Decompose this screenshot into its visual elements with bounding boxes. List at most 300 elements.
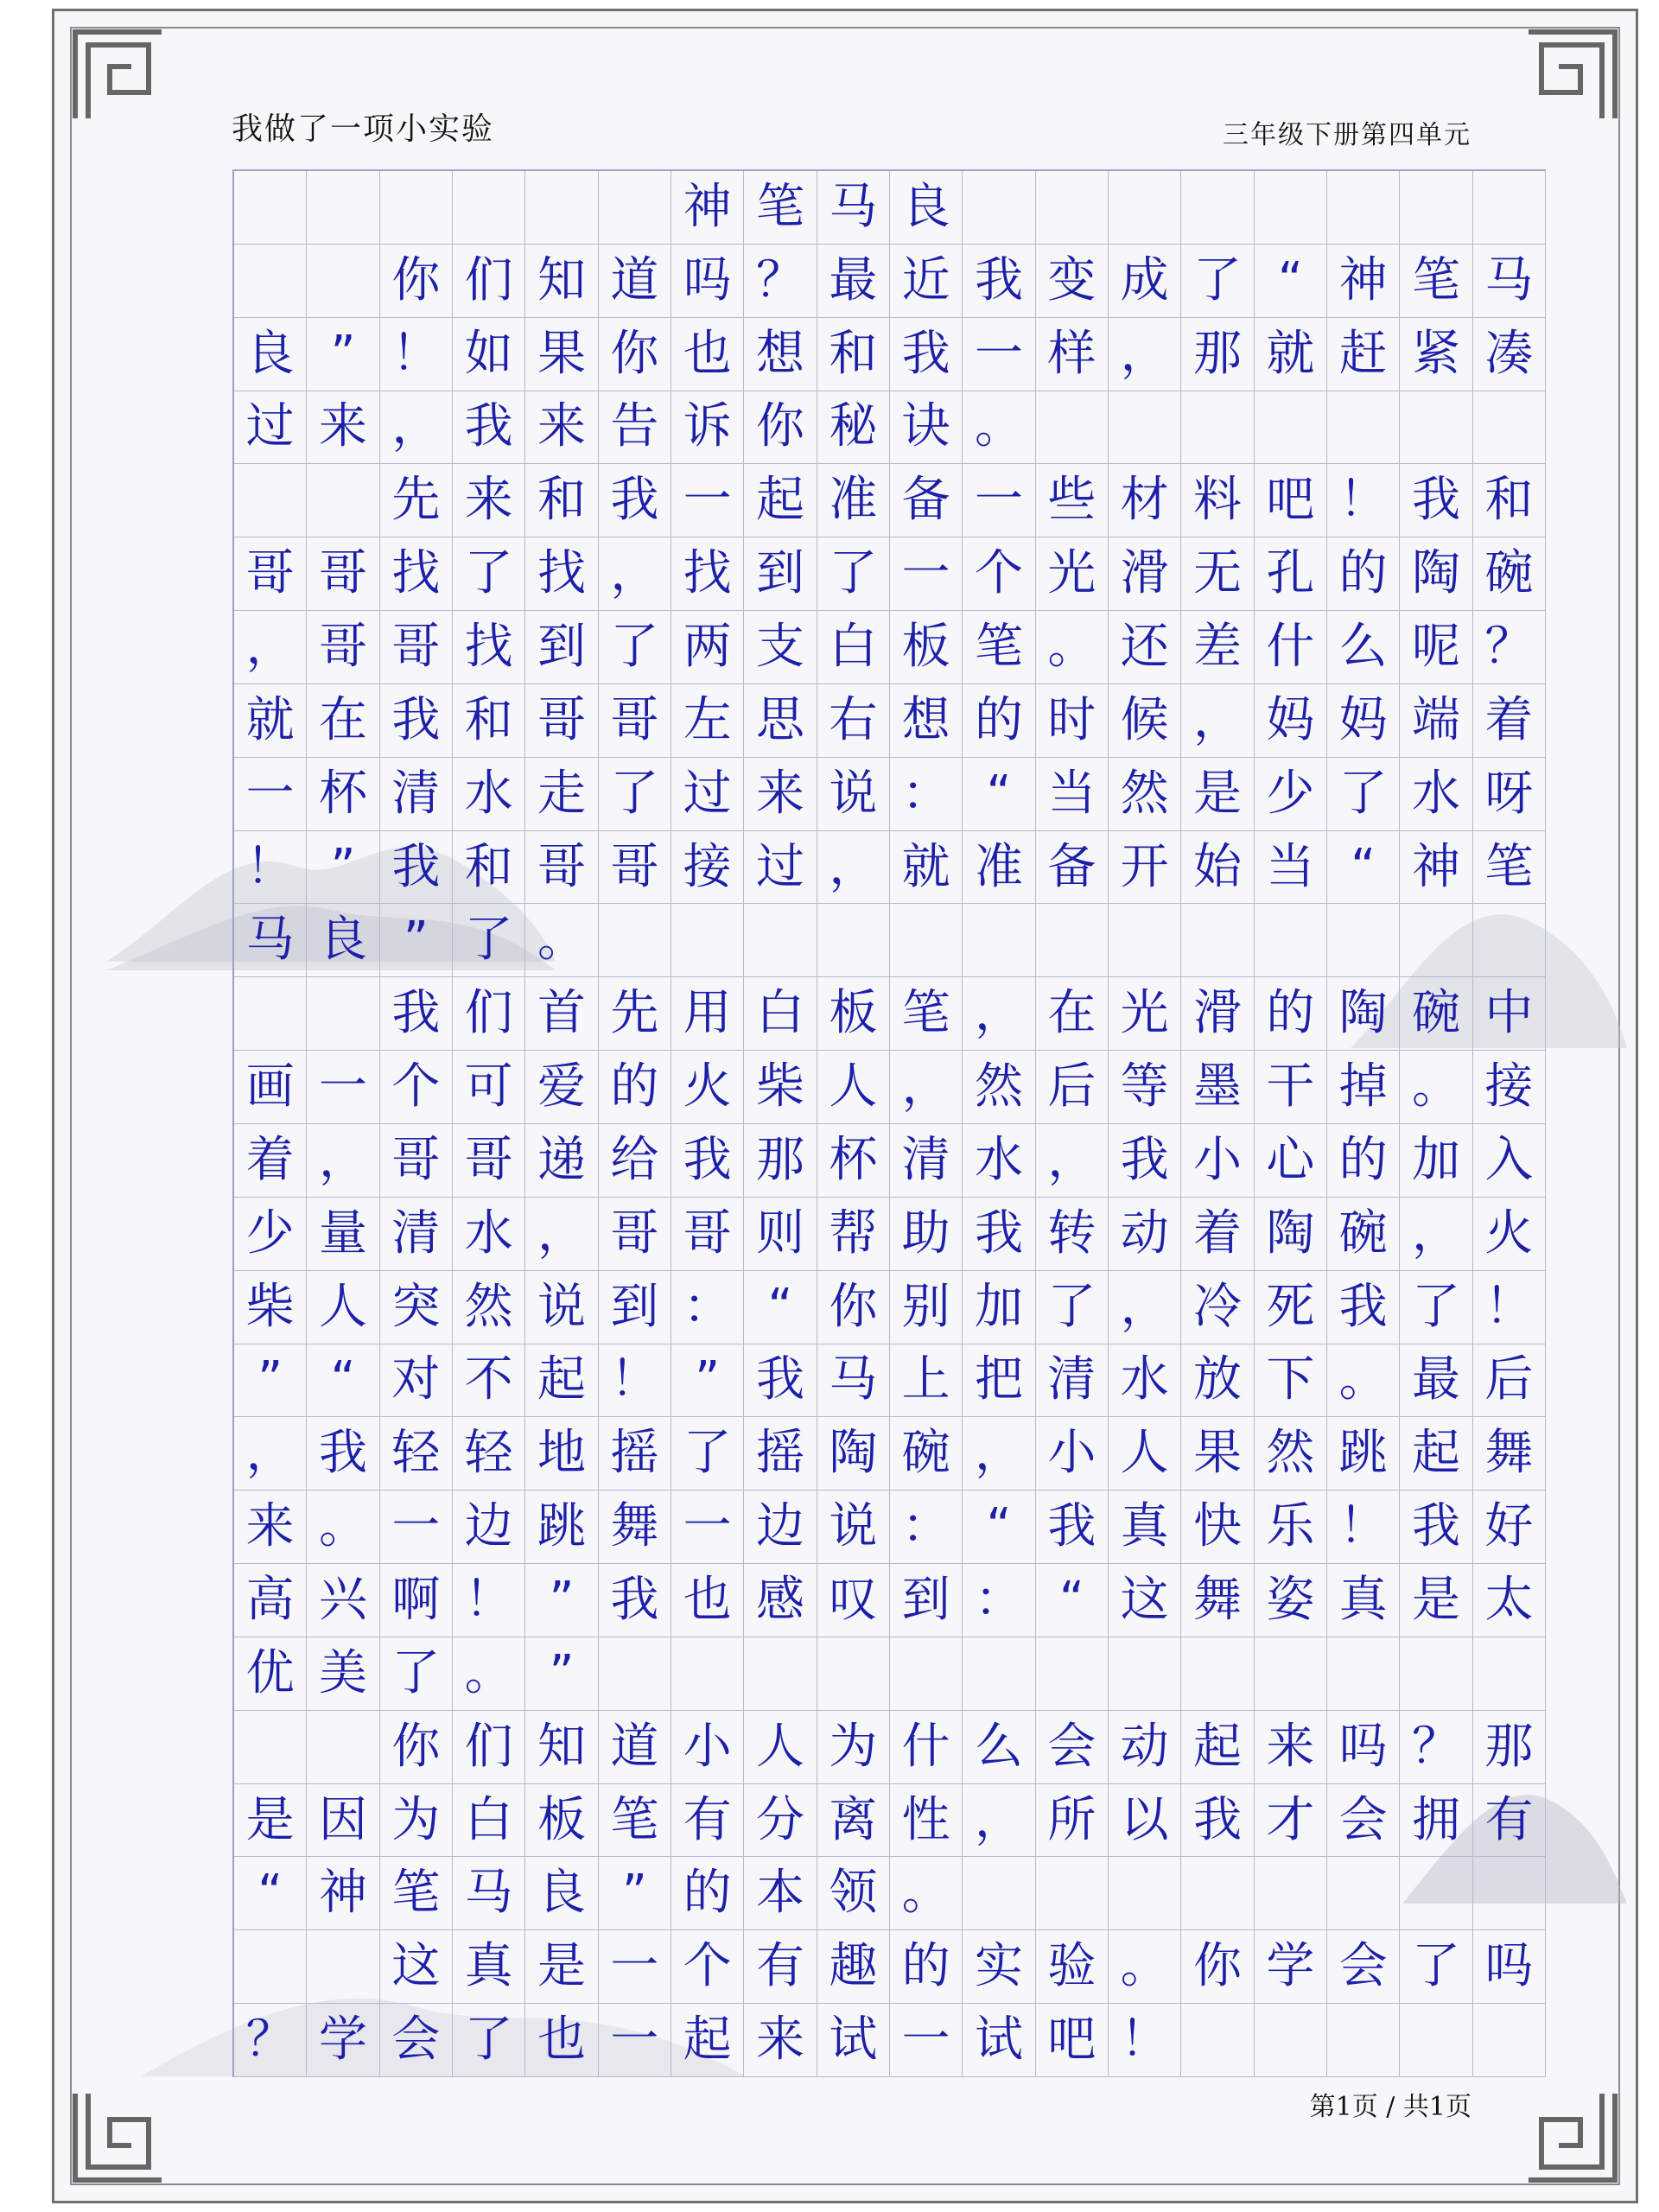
- grid-cell: 道: [599, 245, 671, 318]
- grid-cell: [1327, 171, 1400, 245]
- grid-cell: 哥: [453, 1124, 525, 1198]
- grid-cell: 着: [1473, 684, 1546, 758]
- grid-cell: 水: [1400, 758, 1472, 831]
- grid-cell: 呀: [1473, 758, 1546, 831]
- page-indicator: 第1页 / 共1页: [1309, 2092, 1471, 2122]
- grid-cell: 陶: [1327, 977, 1400, 1051]
- grid-cell: 等: [1109, 1051, 1181, 1124]
- grid-cell: 了: [671, 1417, 744, 1491]
- grid-cell: 说: [525, 1271, 598, 1344]
- grid-cell: ”: [525, 1564, 598, 1637]
- grid-cell: 那: [1473, 1711, 1546, 1784]
- grid-cell: 助: [890, 1198, 963, 1271]
- grid-cell: [963, 1857, 1035, 1930]
- grid-cell: [234, 977, 307, 1051]
- grid-cell: 快: [1181, 1491, 1254, 1564]
- grid-cell: [234, 245, 307, 318]
- grid-cell: [1400, 391, 1472, 465]
- grid-cell: [1400, 171, 1472, 245]
- grid-cell: 了: [453, 2004, 525, 2077]
- grid-cell: 起: [671, 2004, 744, 2077]
- grid-cell: 左: [671, 684, 744, 758]
- grid-cell: [307, 464, 379, 537]
- grid-cell: 一: [671, 464, 744, 537]
- grid-cell: 火: [1473, 1198, 1546, 1271]
- grid-cell: 了: [453, 537, 525, 611]
- grid-cell: 我: [380, 831, 453, 905]
- grid-cell: 当: [1036, 758, 1109, 831]
- grid-cell: 到: [890, 1564, 963, 1637]
- grid-cell: 说: [817, 1491, 890, 1564]
- grid-cell: [1327, 1637, 1400, 1711]
- grid-cell: 我: [963, 245, 1035, 318]
- grid-cell: 一: [234, 758, 307, 831]
- grid-cell: 了: [1400, 1930, 1472, 2004]
- grid-cell: 柴: [744, 1051, 817, 1124]
- grid-cell: 我: [890, 318, 963, 391]
- grid-cell: “: [963, 758, 1035, 831]
- grid-cell: 在: [307, 684, 379, 758]
- grid-cell: 下: [1255, 1344, 1327, 1418]
- grid-cell: ”: [307, 831, 379, 905]
- grid-cell: ！: [380, 318, 453, 391]
- grid-cell: 笔: [599, 1784, 671, 1858]
- grid-cell: 和: [453, 684, 525, 758]
- grid-cell: 当: [1255, 831, 1327, 905]
- grid-cell: [1109, 171, 1181, 245]
- grid-cell: ，: [817, 831, 890, 905]
- grid-cell: 我: [307, 1417, 379, 1491]
- grid-cell: [234, 171, 307, 245]
- grid-cell: 这: [1109, 1564, 1181, 1637]
- grid-cell: 递: [525, 1124, 598, 1198]
- grid-cell: [1036, 171, 1109, 245]
- grid-cell: ，: [1109, 318, 1181, 391]
- grid-cell: 吧: [1255, 464, 1327, 537]
- grid-cell: 是: [1181, 758, 1254, 831]
- grid-cell: 的: [1255, 977, 1327, 1051]
- grid-cell: 以: [1109, 1784, 1181, 1858]
- grid-cell: 真: [1327, 1564, 1400, 1637]
- grid-cell: 碗: [890, 1417, 963, 1491]
- grid-cell: 轻: [380, 1417, 453, 1491]
- grid-cell: 了: [1181, 245, 1254, 318]
- grid-cell: 端: [1400, 684, 1472, 758]
- grid-cell: 首: [525, 977, 598, 1051]
- grid-cell: ”: [307, 318, 379, 391]
- grid-cell: 量: [307, 1198, 379, 1271]
- grid-cell: 吧: [1036, 2004, 1109, 2077]
- grid-cell: 分: [744, 1784, 817, 1858]
- grid-cell: 有: [671, 1784, 744, 1858]
- grid-cell: 哥: [599, 831, 671, 905]
- grid-cell: 。: [307, 1491, 379, 1564]
- grid-cell: 什: [890, 1711, 963, 1784]
- grid-cell: ”: [671, 1344, 744, 1418]
- grid-cell: 水: [963, 1124, 1035, 1198]
- grid-cell: [1255, 904, 1327, 977]
- grid-cell: 候: [1109, 684, 1181, 758]
- grid-cell: 爱: [525, 1051, 598, 1124]
- grid-cell: 然: [453, 1271, 525, 1344]
- grid-cell: 人: [744, 1711, 817, 1784]
- grid-cell: 碗: [1400, 977, 1472, 1051]
- grid-cell: 的: [1327, 1124, 1400, 1198]
- grid-cell: 了: [380, 1637, 453, 1711]
- grid-cell: 知: [525, 1711, 598, 1784]
- grid-cell: 样: [1036, 318, 1109, 391]
- grid-cell: ，: [307, 1124, 379, 1198]
- grid-cell: 马: [453, 1857, 525, 1930]
- grid-cell: 板: [817, 977, 890, 1051]
- grid-cell: [1400, 2004, 1472, 2077]
- grid-cell: [1327, 1857, 1400, 1930]
- grid-cell: 良: [234, 318, 307, 391]
- grid-cell: 会: [1036, 1711, 1109, 1784]
- grid-cell: 杯: [817, 1124, 890, 1198]
- grid-cell: 开: [1109, 831, 1181, 905]
- grid-cell: [599, 1637, 671, 1711]
- grid-cell: “: [1255, 245, 1327, 318]
- grid-cell: ！: [599, 1344, 671, 1418]
- grid-cell: 我: [1400, 1491, 1472, 1564]
- grid-cell: [1109, 904, 1181, 977]
- grid-cell: [599, 904, 671, 977]
- grid-cell: 实: [963, 1930, 1035, 2004]
- grid-cell: 少: [1255, 758, 1327, 831]
- grid-cell: 不: [453, 1344, 525, 1418]
- grid-cell: [1473, 171, 1546, 245]
- corner-ornament-icon: [67, 2085, 170, 2189]
- grid-cell: [1473, 1857, 1546, 1930]
- grid-cell: 凑: [1473, 318, 1546, 391]
- grid-cell: 动: [1109, 1198, 1181, 1271]
- grid-cell: 来: [234, 1491, 307, 1564]
- grid-cell: 别: [890, 1271, 963, 1344]
- grid-cell: 起: [744, 464, 817, 537]
- grid-cell: 两: [671, 611, 744, 684]
- grid-cell: ：: [671, 1271, 744, 1344]
- grid-cell: 趣: [817, 1930, 890, 2004]
- grid-cell: [890, 904, 963, 977]
- grid-cell: 就: [890, 831, 963, 905]
- grid-cell: 了: [1400, 1271, 1472, 1344]
- grid-cell: 吗: [671, 245, 744, 318]
- grid-cell: 你: [1181, 1930, 1254, 2004]
- grid-cell: [1400, 1637, 1472, 1711]
- grid-cell: [1327, 904, 1400, 977]
- grid-cell: 一: [307, 1051, 379, 1124]
- grid-cell: [1473, 2004, 1546, 2077]
- grid-cell: 摇: [744, 1417, 817, 1491]
- grid-cell: 过: [671, 758, 744, 831]
- grid-cell: [1109, 1857, 1181, 1930]
- grid-cell: 本: [744, 1857, 817, 1930]
- grid-cell: 。: [1109, 1930, 1181, 2004]
- grid-cell: 神: [1400, 831, 1472, 905]
- grid-cell: 就: [234, 684, 307, 758]
- grid-cell: 把: [963, 1344, 1035, 1418]
- grid-cell: ！: [234, 831, 307, 905]
- grid-cell: 我: [1400, 464, 1472, 537]
- grid-cell: 小: [1181, 1124, 1254, 1198]
- grid-cell: 小: [1036, 1417, 1109, 1491]
- grid-cell: ，: [1036, 1124, 1109, 1198]
- grid-cell: 你: [744, 391, 817, 465]
- grid-cell: ：: [890, 758, 963, 831]
- grid-cell: 乐: [1255, 1491, 1327, 1564]
- grid-cell: 人: [307, 1271, 379, 1344]
- grid-cell: 来: [453, 464, 525, 537]
- grid-cell: 个: [671, 1930, 744, 2004]
- grid-cell: 动: [1109, 1711, 1181, 1784]
- grid-cell: [1255, 171, 1327, 245]
- grid-cell: 果: [525, 318, 598, 391]
- grid-cell: 清: [1036, 1344, 1109, 1418]
- grid-cell: 对: [380, 1344, 453, 1418]
- grid-cell: 是: [1400, 1564, 1472, 1637]
- grid-cell: 到: [744, 537, 817, 611]
- grid-cell: 的: [963, 684, 1035, 758]
- grid-cell: ”: [525, 1637, 598, 1711]
- grid-cell: 起: [525, 1344, 598, 1418]
- grid-cell: 有: [1473, 1784, 1546, 1858]
- grid-cell: 孔: [1255, 537, 1327, 611]
- grid-cell: 备: [1036, 831, 1109, 905]
- grid-cell: 笔: [380, 1857, 453, 1930]
- grid-cell: [1255, 2004, 1327, 2077]
- grid-cell: 始: [1181, 831, 1254, 905]
- grid-cell: 也: [671, 1564, 744, 1637]
- grid-cell: 笔: [744, 171, 817, 245]
- grid-cell: 为: [817, 1711, 890, 1784]
- grid-cell: 紧: [1400, 318, 1472, 391]
- grid-cell: [380, 171, 453, 245]
- grid-cell: 白: [744, 977, 817, 1051]
- grid-cell: 我: [380, 684, 453, 758]
- grid-cell: 跳: [1327, 1417, 1400, 1491]
- grid-cell: 好: [1473, 1491, 1546, 1564]
- grid-cell: ！: [1473, 1271, 1546, 1344]
- grid-cell: 板: [525, 1784, 598, 1858]
- grid-cell: 跳: [525, 1491, 598, 1564]
- grid-cell: 所: [1036, 1784, 1109, 1858]
- grid-cell: 领: [817, 1857, 890, 1930]
- grid-cell: 了: [599, 758, 671, 831]
- grid-cell: 优: [234, 1637, 307, 1711]
- grid-cell: 试: [817, 2004, 890, 2077]
- grid-cell: 马: [817, 1344, 890, 1418]
- grid-cell: 少: [234, 1198, 307, 1271]
- grid-cell: 的: [1327, 537, 1400, 611]
- grid-cell: 。: [453, 1637, 525, 1711]
- grid-cell: 知: [525, 245, 598, 318]
- grid-cell: 备: [890, 464, 963, 537]
- grid-cell: 美: [307, 1637, 379, 1711]
- grid-cell: [963, 1637, 1035, 1711]
- grid-cell: 了: [599, 611, 671, 684]
- grid-cell: 来: [744, 2004, 817, 2077]
- grid-cell: 诀: [890, 391, 963, 465]
- grid-cell: 一: [890, 537, 963, 611]
- grid-cell: [1181, 904, 1254, 977]
- grid-cell: 碗: [1473, 537, 1546, 611]
- grid-cell: 最: [817, 245, 890, 318]
- grid-cell: 了: [817, 537, 890, 611]
- grid-cell: 板: [890, 611, 963, 684]
- grid-cell: ！: [453, 1564, 525, 1637]
- grid-cell: 画: [234, 1051, 307, 1124]
- grid-cell: 一: [380, 1491, 453, 1564]
- grid-cell: 冷: [1181, 1271, 1254, 1344]
- grid-cell: 哥: [307, 611, 379, 684]
- grid-cell: 验: [1036, 1930, 1109, 2004]
- grid-cell: 们: [453, 1711, 525, 1784]
- grid-cell: 什: [1255, 611, 1327, 684]
- grid-cell: 中: [1473, 977, 1546, 1051]
- grid-cell: 舞: [1181, 1564, 1254, 1637]
- grid-cell: 入: [1473, 1124, 1546, 1198]
- grid-cell: 料: [1181, 464, 1254, 537]
- grid-cell: 加: [1400, 1124, 1472, 1198]
- grid-cell: 哥: [380, 611, 453, 684]
- grid-cell: 呢: [1400, 611, 1472, 684]
- grid-cell: 。: [1036, 611, 1109, 684]
- grid-cell: 先: [380, 464, 453, 537]
- grid-cell: 过: [234, 391, 307, 465]
- grid-cell: 。: [525, 904, 598, 977]
- grid-cell: 心: [1255, 1124, 1327, 1198]
- grid-cell: 想: [890, 684, 963, 758]
- grid-cell: [1255, 1857, 1327, 1930]
- grid-cell: 良: [525, 1857, 598, 1930]
- grid-cell: 边: [453, 1491, 525, 1564]
- grid-cell: 杯: [307, 758, 379, 831]
- grid-cell: 一: [599, 1930, 671, 2004]
- grid-cell: 边: [744, 1491, 817, 1564]
- grid-cell: 光: [1036, 537, 1109, 611]
- grid-cell: 右: [817, 684, 890, 758]
- grid-cell: 是: [234, 1784, 307, 1858]
- grid-cell: 和: [1473, 464, 1546, 537]
- corner-ornament-icon: [1520, 2085, 1624, 2189]
- grid-cell: 着: [1181, 1198, 1254, 1271]
- grid-cell: 也: [525, 2004, 598, 2077]
- grid-cell: 水: [1109, 1344, 1181, 1418]
- grid-cell: 个: [963, 537, 1035, 611]
- grid-cell: 支: [744, 611, 817, 684]
- grid-cell: [307, 1930, 379, 2004]
- grid-cell: 秘: [817, 391, 890, 465]
- grid-cell: 轻: [453, 1417, 525, 1491]
- grid-cell: 陶: [817, 1417, 890, 1491]
- grid-cell: 兴: [307, 1564, 379, 1637]
- grid-cell: ”: [599, 1857, 671, 1930]
- grid-cell: [453, 171, 525, 245]
- grid-cell: 清: [380, 758, 453, 831]
- grid-cell: ，: [890, 1051, 963, 1124]
- grid-cell: 啊: [380, 1564, 453, 1637]
- essay-theme-title: 我做了一项小实验: [232, 111, 495, 147]
- grid-cell: 。: [1327, 1344, 1400, 1418]
- grid-cell: 妈: [1327, 684, 1400, 758]
- grid-cell: 来: [307, 391, 379, 465]
- grid-cell: 拥: [1400, 1784, 1472, 1858]
- grid-cell: 近: [890, 245, 963, 318]
- grid-cell: 最: [1400, 1344, 1472, 1418]
- grid-cell: [671, 1637, 744, 1711]
- grid-cell: [1036, 1857, 1109, 1930]
- grid-cell: ，: [234, 611, 307, 684]
- grid-cell: [1255, 391, 1327, 465]
- grid-cell: 们: [453, 977, 525, 1051]
- grid-cell: 个: [380, 1051, 453, 1124]
- grid-cell: 起: [1181, 1711, 1254, 1784]
- grid-cell: 来: [744, 758, 817, 831]
- grid-cell: 上: [890, 1344, 963, 1418]
- grid-cell: 了: [453, 904, 525, 977]
- grid-cell: 还: [1109, 611, 1181, 684]
- grid-cell: 小: [671, 1711, 744, 1784]
- grid-cell: 吗: [1473, 1930, 1546, 2004]
- grid-cell: 光: [1109, 977, 1181, 1051]
- grid-cell: [307, 1711, 379, 1784]
- grid-cell: 哥: [380, 1124, 453, 1198]
- grid-cell: 的: [671, 1857, 744, 1930]
- grid-cell: 突: [380, 1271, 453, 1344]
- grid-cell: ！: [1327, 464, 1400, 537]
- grid-cell: [744, 904, 817, 977]
- grid-cell: [1400, 904, 1472, 977]
- grid-cell: 离: [817, 1784, 890, 1858]
- grid-cell: 人: [1109, 1417, 1181, 1491]
- grid-cell: 哥: [525, 684, 598, 758]
- grid-cell: 学: [1255, 1930, 1327, 2004]
- grid-cell: [1036, 904, 1109, 977]
- grid-cell: ”: [380, 904, 453, 977]
- grid-cell: 差: [1181, 611, 1254, 684]
- grid-cell: [1181, 2004, 1254, 2077]
- grid-cell: ，: [234, 1417, 307, 1491]
- grid-cell: [1036, 1637, 1109, 1711]
- grid-cell: 着: [234, 1124, 307, 1198]
- grid-cell: 我: [963, 1198, 1035, 1271]
- grid-cell: 些: [1036, 464, 1109, 537]
- grid-cell: 地: [525, 1417, 598, 1491]
- grid-cell: 哥: [525, 831, 598, 905]
- grid-cell: 真: [1109, 1491, 1181, 1564]
- grid-cell: 死: [1255, 1271, 1327, 1344]
- grid-cell: 感: [744, 1564, 817, 1637]
- grid-cell: 们: [453, 245, 525, 318]
- grid-cell: 人: [817, 1051, 890, 1124]
- grid-cell: 和: [525, 464, 598, 537]
- grid-cell: ，: [1400, 1198, 1472, 1271]
- grid-cell: 清: [380, 1198, 453, 1271]
- grid-cell: 摇: [599, 1417, 671, 1491]
- grid-cell: 来: [525, 391, 598, 465]
- grid-cell: 陶: [1255, 1198, 1327, 1271]
- grid-cell: 然: [963, 1051, 1035, 1124]
- grid-cell: ”: [234, 1344, 307, 1418]
- grid-cell: ：: [963, 1564, 1035, 1637]
- grid-cell: 准: [963, 831, 1035, 905]
- grid-cell: ，: [963, 1417, 1035, 1491]
- grid-cell: 一: [963, 318, 1035, 391]
- grid-cell: [1109, 391, 1181, 465]
- grid-cell: [1255, 1637, 1327, 1711]
- grid-cell: 我: [671, 1124, 744, 1198]
